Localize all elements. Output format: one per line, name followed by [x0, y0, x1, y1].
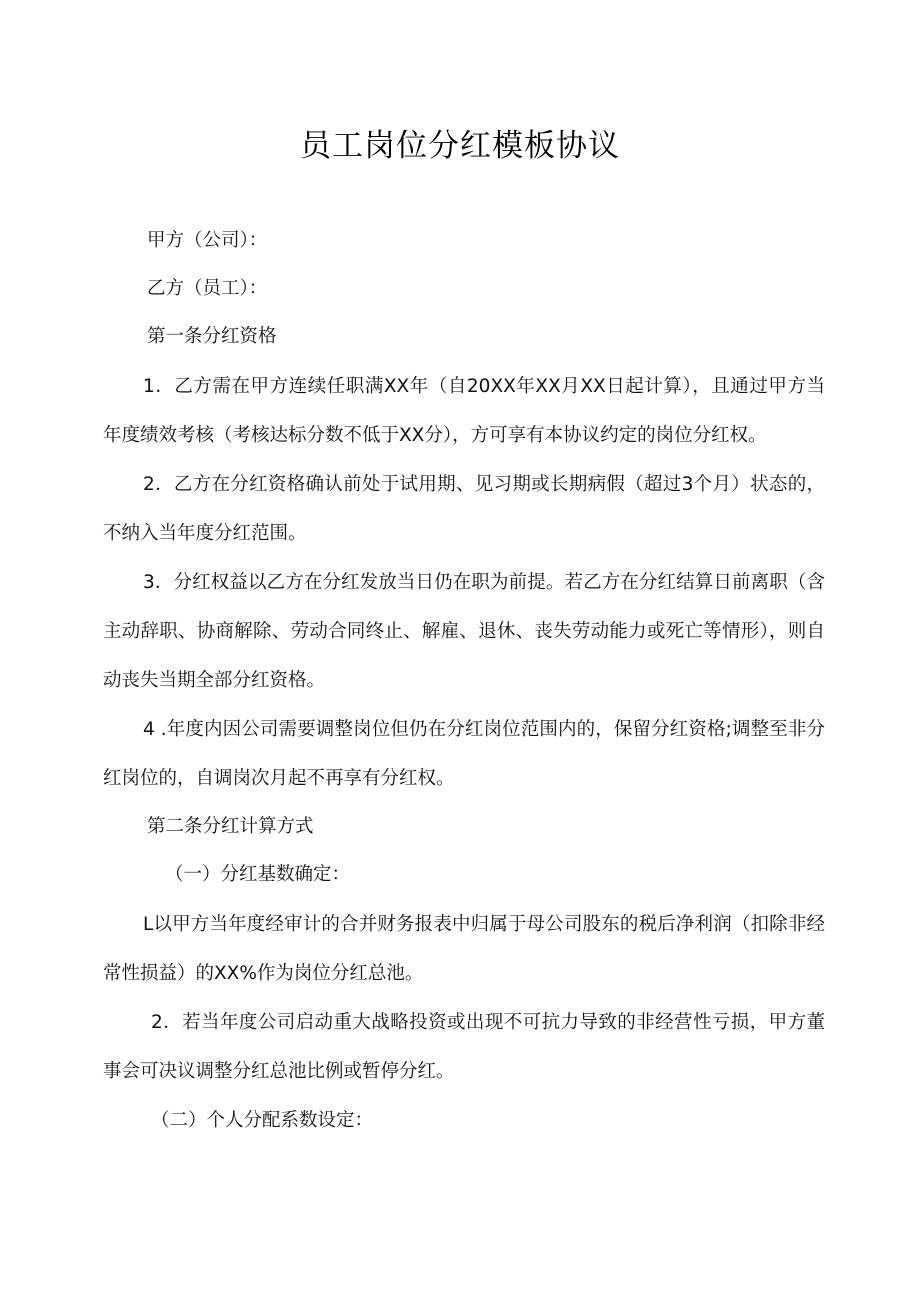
section1-heading: （一）分红基数确定：	[165, 864, 351, 885]
article2-heading: 第二条分红计算方式	[147, 816, 314, 837]
party-b-line: 乙方（员工）：	[147, 278, 268, 299]
party-a-line: 甲方（公司）：	[147, 230, 268, 251]
article1-item-2: 2．乙方在分红资格确认前处于试用期、见习期或长期病假（超过3个月）状态的，不纳入当年度分红范围。	[103, 474, 825, 544]
section1-item-1: L以甲方当年度经审计的合并财务报表中归属于母公司股东的税后净利润（扣除非经常性损益）的XX%作为岗位分红总池。	[103, 914, 825, 984]
article1-item-3: 3．分红权益以乙方在分红发放当日仍在职为前提。若乙方在分红结算日前离职（含主动辞职、协商解除、劳动合同终止、解雇、退休、丧失劳动能力或死亡等情形），则自动丧失当期全部分红资格。	[103, 572, 825, 691]
article1-item-4: 4 .年度内因公司需要调整岗位但仍在分红岗位范围内的，保留分红资格;调整至非分红岗位的，自调岗次月起不再享有分红权。	[103, 719, 825, 789]
section1-item-2: 2．若当年度公司启动重大战略投资或出现不可抗力导致的非经营性亏损，甲方董事会可决议调整分红总池比例或暂停分红。	[103, 1012, 825, 1082]
article1-item-1: 1．乙方需在甲方连续任职满XX年（自20XX年XX月XX日起计算），且通过甲方当年度绩效考核（考核达标分数不低于XX分），方可享有本协议约定的岗位分红权。	[103, 376, 825, 446]
section2-heading: （二）个人分配系数设定：	[151, 1110, 374, 1131]
document-title: 员工岗位分红模板协议	[300, 128, 620, 164]
article1-heading: 第一条分红资格	[147, 326, 277, 347]
